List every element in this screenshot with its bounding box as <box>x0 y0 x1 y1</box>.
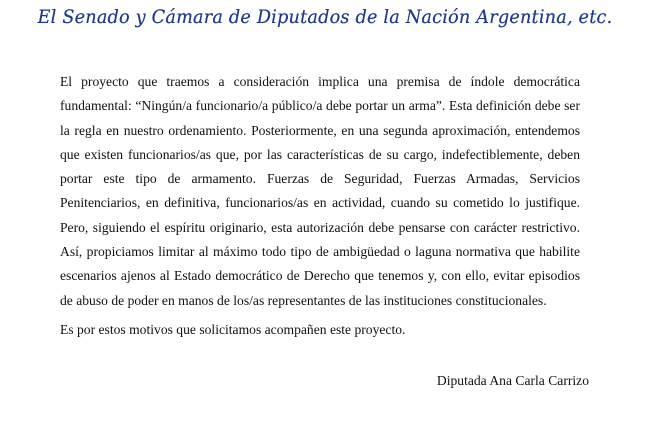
document-body <box>60 70 580 342</box>
paragraph-closing: Es por estos motivos que solicitamos acompañen este proyecto. <box>60 321 406 337</box>
signature: Diputada Ana Carla Carrizo <box>436 373 589 388</box>
document-header: El Senado y Cámara de Diputados de la Nación Argentina, etc. <box>37 6 613 28</box>
paragraph-main: El proyecto que traemos a consideración implica una premisa de índole democrática fundamental: “Ningún/a funcionario/a público/a debe portar un arma”. Esta definición debe ser la regla en nuestro ordenamiento. Posteriormente, en una segunda aproximación, entendemos que existen funcionarios/as que, por las características de su cargo, indefectiblemente, deben portar este tipo de armamento. Fuerzas de Seguridad, Fuerzas Armadas, Servicios Penitenciarios, en definitiva, funcionarios/as en actividad, cuando su cometido lo justifique. Pero, siguiendo el espíritu originario, esta autorización debe pensarse con carácter restrictivo. Así, propiciamos limitar al máximo todo tipo de ambigüedad o laguna normativa que habilite escenarios ajenos al Estado democrático de Derecho que tenemos y, con ello, evitar episodios de abuso de poder en manos de los/as representantes de las instituciones constitucionales. <box>60 74 580 308</box>
